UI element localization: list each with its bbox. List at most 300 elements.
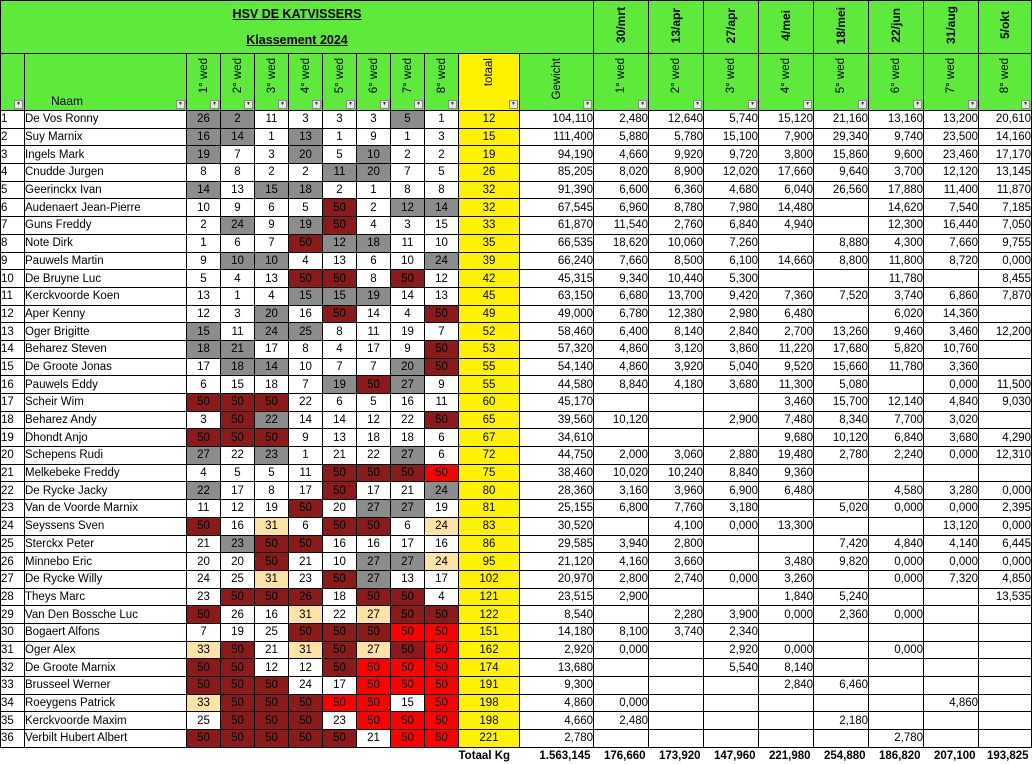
match-rank-cell[interactable]: 4: [255, 287, 289, 305]
match-rank-cell[interactable]: 15: [391, 694, 425, 712]
match-rank-cell[interactable]: 2: [289, 164, 323, 182]
weight-cell[interactable]: 45,315: [520, 270, 594, 288]
rank-cell[interactable]: 9: [1, 252, 25, 270]
match-rank-cell[interactable]: 12: [357, 411, 391, 429]
match-weight-cell[interactable]: 7,980: [704, 199, 759, 217]
total-cell[interactable]: 19: [459, 146, 520, 164]
match-rank-cell[interactable]: 8: [187, 164, 221, 182]
match-weight-cell[interactable]: 7,540: [924, 199, 979, 217]
match-rank-cell[interactable]: 17: [357, 340, 391, 358]
match-weight-cell[interactable]: 5,300: [704, 270, 759, 288]
table-row[interactable]: [1, 164, 1032, 182]
match-weight-cell[interactable]: 5,540: [704, 659, 759, 677]
match-weight-cell[interactable]: [704, 588, 759, 606]
rank-cell[interactable]: 25: [1, 535, 25, 553]
rank-cell[interactable]: 14: [1, 340, 25, 358]
match-weight-cell[interactable]: 3,660: [649, 553, 704, 571]
match-weight-cell[interactable]: 6,480: [759, 305, 814, 323]
match-weight-cell[interactable]: [814, 570, 869, 588]
match-rank-cell[interactable]: 9: [357, 128, 391, 146]
filter-dropdown-button[interactable]: ▼: [176, 100, 185, 109]
match-weight-cell[interactable]: 16,440: [924, 217, 979, 235]
rank-cell[interactable]: 20: [1, 447, 25, 465]
table-row[interactable]: [1, 376, 1032, 394]
match-weight-cell[interactable]: 17,660: [759, 164, 814, 182]
match-weight-cell[interactable]: [979, 623, 1032, 641]
name-cell[interactable]: Oger Alex: [25, 641, 187, 659]
match-weight-cell[interactable]: [814, 305, 869, 323]
match-rank-cell[interactable]: 50: [255, 588, 289, 606]
total-cell[interactable]: 86: [459, 535, 520, 553]
match-rank-cell[interactable]: 27: [391, 376, 425, 394]
name-cell[interactable]: Verbilt Hubert Albert: [25, 730, 187, 748]
match-rank-cell[interactable]: 11: [221, 323, 255, 341]
total-cell[interactable]: 221: [459, 730, 520, 748]
match-weight-cell[interactable]: [869, 464, 924, 482]
match-rank-cell[interactable]: 5: [221, 464, 255, 482]
match-weight-cell[interactable]: 2,900: [594, 588, 649, 606]
match-rank-cell[interactable]: 50: [323, 464, 357, 482]
match-rank-cell[interactable]: 50: [323, 694, 357, 712]
name-cell[interactable]: Minnebo Eric: [25, 553, 187, 571]
match-rank-cell[interactable]: 24: [255, 323, 289, 341]
total-cell[interactable]: 45: [459, 287, 520, 305]
match-weight-cell[interactable]: 11,300: [759, 376, 814, 394]
name-cell[interactable]: Dhondt Anjo: [25, 429, 187, 447]
match-weight-cell[interactable]: 6,960: [594, 199, 649, 217]
match-rank-cell[interactable]: 50: [187, 517, 221, 535]
total-cell[interactable]: 121: [459, 588, 520, 606]
total-cell[interactable]: 198: [459, 694, 520, 712]
match-rank-cell[interactable]: 16: [391, 394, 425, 412]
match-weight-cell[interactable]: 8,140: [759, 659, 814, 677]
filter-dropdown-button[interactable]: ▼: [14, 100, 23, 109]
match-weight-cell[interactable]: 4,140: [924, 535, 979, 553]
match-weight-cell[interactable]: 0,000: [869, 570, 924, 588]
match-rank-cell[interactable]: 22: [391, 411, 425, 429]
rank-cell[interactable]: 13: [1, 323, 25, 341]
match-rank-cell[interactable]: 50: [289, 535, 323, 553]
rank-cell[interactable]: 17: [1, 394, 25, 412]
match-rank-cell[interactable]: 6: [357, 252, 391, 270]
match-rank-cell[interactable]: 13: [425, 287, 459, 305]
match-rank-cell[interactable]: 4: [357, 217, 391, 235]
match-rank-cell[interactable]: 4: [425, 588, 459, 606]
name-cell[interactable]: Suy Marnix: [25, 128, 187, 146]
match-rank-cell[interactable]: 19: [221, 623, 255, 641]
match-rank-cell[interactable]: 15: [323, 287, 357, 305]
match-rank-cell[interactable]: 50: [255, 553, 289, 571]
match-rank-cell[interactable]: 1: [323, 128, 357, 146]
rank-cell[interactable]: 26: [1, 553, 25, 571]
match-weight-cell[interactable]: 2,840: [759, 677, 814, 695]
match-rank-cell[interactable]: 50: [221, 730, 255, 748]
filter-dropdown-button[interactable]: ▼: [858, 100, 867, 109]
match-rank-cell[interactable]: 50: [289, 730, 323, 748]
match-weight-cell[interactable]: 13,535: [979, 588, 1032, 606]
rank-cell[interactable]: 2: [1, 128, 25, 146]
match-weight-cell[interactable]: [594, 677, 649, 695]
match-weight-cell[interactable]: [649, 694, 704, 712]
match-rank-cell[interactable]: 8: [221, 164, 255, 182]
match-rank-cell[interactable]: 23: [289, 570, 323, 588]
match-weight-cell[interactable]: 6,680: [594, 287, 649, 305]
match-rank-cell[interactable]: 31: [289, 641, 323, 659]
match-weight-cell[interactable]: 14,660: [759, 252, 814, 270]
total-cell[interactable]: 75: [459, 464, 520, 482]
total-cell[interactable]: 191: [459, 677, 520, 695]
match-rank-cell[interactable]: 50: [255, 677, 289, 695]
match-weight-cell[interactable]: 7,185: [979, 199, 1032, 217]
match-rank-cell[interactable]: 50: [255, 429, 289, 447]
weight-cell[interactable]: 21,120: [520, 553, 594, 571]
match-weight-cell[interactable]: [704, 553, 759, 571]
match-weight-cell[interactable]: [704, 712, 759, 730]
match-rank-cell[interactable]: 50: [323, 270, 357, 288]
match-rank-cell[interactable]: 13: [289, 128, 323, 146]
table-row[interactable]: [1, 305, 1032, 323]
match-weight-cell[interactable]: [649, 641, 704, 659]
match-weight-cell[interactable]: 6,800: [594, 500, 649, 518]
match-rank-cell[interactable]: 18: [391, 429, 425, 447]
match-weight-cell[interactable]: [759, 730, 814, 748]
name-cell[interactable]: Beharez Steven: [25, 340, 187, 358]
match-weight-cell[interactable]: 6,460: [814, 677, 869, 695]
match-weight-cell[interactable]: 12,300: [869, 217, 924, 235]
table-row[interactable]: [1, 500, 1032, 518]
name-cell[interactable]: Theys Marc: [25, 588, 187, 606]
match-rank-cell[interactable]: 27: [391, 553, 425, 571]
match-weight-cell[interactable]: [649, 588, 704, 606]
match-rank-cell[interactable]: 15: [255, 181, 289, 199]
match-weight-cell[interactable]: [979, 730, 1032, 748]
name-cell[interactable]: Melkebeke Freddy: [25, 464, 187, 482]
match-rank-cell[interactable]: 12: [323, 234, 357, 252]
match-weight-cell[interactable]: 7,870: [979, 287, 1032, 305]
match-weight-cell[interactable]: 5,240: [814, 588, 869, 606]
match-weight-cell[interactable]: 14,360: [924, 305, 979, 323]
match-weight-cell[interactable]: [814, 217, 869, 235]
table-row[interactable]: [1, 128, 1032, 146]
match-weight-cell[interactable]: 3,800: [759, 146, 814, 164]
name-cell[interactable]: Pauwels Martin: [25, 252, 187, 270]
weight-cell[interactable]: 4,860: [520, 694, 594, 712]
match-rank-cell[interactable]: 20: [221, 553, 255, 571]
match-weight-cell[interactable]: 21,160: [814, 111, 869, 129]
match-rank-cell[interactable]: 6: [391, 517, 425, 535]
total-cell[interactable]: 122: [459, 606, 520, 624]
match-weight-cell[interactable]: 2,180: [814, 712, 869, 730]
total-cell[interactable]: 52: [459, 323, 520, 341]
name-cell[interactable]: Van Den Bossche Luc: [25, 606, 187, 624]
total-cell[interactable]: 33: [459, 217, 520, 235]
match-weight-cell[interactable]: 0,000: [924, 553, 979, 571]
match-rank-cell[interactable]: 50: [323, 517, 357, 535]
weight-cell[interactable]: 58,460: [520, 323, 594, 341]
match-rank-cell[interactable]: 12: [391, 199, 425, 217]
match-weight-cell[interactable]: [814, 199, 869, 217]
match-weight-cell[interactable]: 2,700: [759, 323, 814, 341]
weight-cell[interactable]: 63,150: [520, 287, 594, 305]
match-rank-cell[interactable]: 10: [425, 234, 459, 252]
match-weight-cell[interactable]: 3,680: [704, 376, 759, 394]
filter-dropdown-button[interactable]: ▼: [448, 100, 457, 109]
table-row[interactable]: [1, 677, 1032, 695]
match-rank-cell[interactable]: 50: [425, 358, 459, 376]
filter-dropdown-button[interactable]: ▼: [1021, 100, 1030, 109]
match-rank-cell[interactable]: 2: [425, 146, 459, 164]
match-weight-cell[interactable]: 2,360: [814, 606, 869, 624]
total-cell[interactable]: 32: [459, 199, 520, 217]
match-weight-cell[interactable]: 2,780: [869, 730, 924, 748]
match-rank-cell[interactable]: 12: [425, 270, 459, 288]
match-weight-cell[interactable]: 3,920: [649, 358, 704, 376]
match-rank-cell[interactable]: 50: [187, 659, 221, 677]
match-rank-cell[interactable]: 18: [187, 340, 221, 358]
match-rank-cell[interactable]: 4: [391, 305, 425, 323]
match-weight-cell[interactable]: 10,060: [649, 234, 704, 252]
name-cell[interactable]: Van de Voorde Marnix: [25, 500, 187, 518]
match-weight-cell[interactable]: 12,020: [704, 164, 759, 182]
match-rank-cell[interactable]: 24: [187, 570, 221, 588]
match-rank-cell[interactable]: 50: [391, 712, 425, 730]
match-weight-cell[interactable]: 10,020: [594, 464, 649, 482]
match-rank-cell[interactable]: 19: [425, 500, 459, 518]
weight-cell[interactable]: 30,520: [520, 517, 594, 535]
match-weight-cell[interactable]: 0,000: [924, 447, 979, 465]
match-weight-cell[interactable]: 8,720: [924, 252, 979, 270]
match-weight-cell[interactable]: [594, 606, 649, 624]
match-weight-cell[interactable]: 2,280: [649, 606, 704, 624]
match-weight-cell[interactable]: 9,360: [759, 464, 814, 482]
match-weight-cell[interactable]: 17,170: [979, 146, 1032, 164]
match-weight-cell[interactable]: [759, 712, 814, 730]
filter-dropdown-button[interactable]: ▼: [346, 100, 355, 109]
match-weight-cell[interactable]: [924, 712, 979, 730]
match-weight-cell[interactable]: 6,860: [924, 287, 979, 305]
filter-dropdown-button[interactable]: ▼: [968, 100, 977, 109]
weight-cell[interactable]: 14,180: [520, 623, 594, 641]
match-rank-cell[interactable]: 50: [357, 694, 391, 712]
match-weight-cell[interactable]: 7,480: [759, 411, 814, 429]
match-weight-cell[interactable]: 2,480: [594, 111, 649, 129]
match-rank-cell[interactable]: 20: [357, 164, 391, 182]
match-rank-cell[interactable]: 23: [323, 712, 357, 730]
weight-cell[interactable]: 66,535: [520, 234, 594, 252]
match-rank-cell[interactable]: 10: [323, 553, 357, 571]
match-weight-cell[interactable]: 3,860: [704, 340, 759, 358]
match-rank-cell[interactable]: 50: [323, 641, 357, 659]
match-rank-cell[interactable]: 50: [255, 394, 289, 412]
name-cell[interactable]: Oger Brigitte: [25, 323, 187, 341]
total-cell[interactable]: 67: [459, 429, 520, 447]
match-weight-cell[interactable]: 8,900: [649, 164, 704, 182]
match-weight-cell[interactable]: 7,050: [979, 217, 1032, 235]
name-cell[interactable]: Aper Kenny: [25, 305, 187, 323]
table-row[interactable]: [1, 411, 1032, 429]
match-weight-cell[interactable]: 15,860: [814, 146, 869, 164]
match-weight-cell[interactable]: [924, 641, 979, 659]
match-rank-cell[interactable]: 10: [391, 252, 425, 270]
match-weight-cell[interactable]: [704, 677, 759, 695]
name-cell[interactable]: Guns Freddy: [25, 217, 187, 235]
match-weight-cell[interactable]: 8,780: [649, 199, 704, 217]
table-row[interactable]: [1, 482, 1032, 500]
match-weight-cell[interactable]: 3,460: [924, 323, 979, 341]
filter-dropdown-button[interactable]: ▼: [913, 100, 922, 109]
match-weight-cell[interactable]: 9,820: [814, 553, 869, 571]
match-weight-cell[interactable]: 4,680: [704, 181, 759, 199]
name-cell[interactable]: Audenaert Jean-Pierre: [25, 199, 187, 217]
match-weight-cell[interactable]: 13,145: [979, 164, 1032, 182]
match-weight-cell[interactable]: 7,520: [814, 287, 869, 305]
match-weight-cell[interactable]: 0,000: [869, 641, 924, 659]
total-cell[interactable]: 198: [459, 712, 520, 730]
match-rank-cell[interactable]: 18: [289, 181, 323, 199]
match-weight-cell[interactable]: 8,455: [979, 270, 1032, 288]
rank-cell[interactable]: 3: [1, 146, 25, 164]
match-rank-cell[interactable]: 1: [255, 128, 289, 146]
table-row[interactable]: [1, 730, 1032, 748]
match-weight-cell[interactable]: 3,260: [759, 570, 814, 588]
match-weight-cell[interactable]: 0,000: [869, 553, 924, 571]
match-rank-cell[interactable]: 17: [323, 677, 357, 695]
table-row[interactable]: [1, 111, 1032, 129]
match-rank-cell[interactable]: 11: [391, 234, 425, 252]
match-rank-cell[interactable]: 50: [357, 517, 391, 535]
match-weight-cell[interactable]: 4,660: [594, 146, 649, 164]
match-rank-cell[interactable]: 26: [221, 606, 255, 624]
match-rank-cell[interactable]: 6: [187, 376, 221, 394]
match-rank-cell[interactable]: 22: [323, 606, 357, 624]
match-rank-cell[interactable]: 50: [221, 429, 255, 447]
match-weight-cell[interactable]: [869, 517, 924, 535]
match-weight-cell[interactable]: 12,200: [979, 323, 1032, 341]
match-rank-cell[interactable]: 21: [357, 730, 391, 748]
match-rank-cell[interactable]: 24: [425, 482, 459, 500]
match-rank-cell[interactable]: 4: [323, 340, 357, 358]
rank-cell[interactable]: 33: [1, 677, 25, 695]
match-rank-cell[interactable]: 14: [357, 305, 391, 323]
match-weight-cell[interactable]: 1,840: [759, 588, 814, 606]
name-cell[interactable]: Kerckvoorde Maxim: [25, 712, 187, 730]
match-weight-cell[interactable]: [759, 535, 814, 553]
match-rank-cell[interactable]: 50: [289, 694, 323, 712]
match-rank-cell[interactable]: 13: [255, 270, 289, 288]
match-rank-cell[interactable]: 50: [357, 464, 391, 482]
match-rank-cell[interactable]: 16: [323, 535, 357, 553]
match-weight-cell[interactable]: [594, 659, 649, 677]
match-rank-cell[interactable]: 6: [221, 234, 255, 252]
match-rank-cell[interactable]: 21: [255, 641, 289, 659]
match-rank-cell[interactable]: 50: [357, 677, 391, 695]
match-weight-cell[interactable]: 4,850: [979, 570, 1032, 588]
match-weight-cell[interactable]: [869, 376, 924, 394]
match-rank-cell[interactable]: 5: [323, 146, 357, 164]
filter-dropdown-button[interactable]: ▼: [414, 100, 423, 109]
match-weight-cell[interactable]: [979, 358, 1032, 376]
match-weight-cell[interactable]: 18,620: [594, 234, 649, 252]
match-rank-cell[interactable]: 50: [255, 694, 289, 712]
match-weight-cell[interactable]: 11,220: [759, 340, 814, 358]
match-weight-cell[interactable]: 10,240: [649, 464, 704, 482]
match-weight-cell[interactable]: 8,840: [704, 464, 759, 482]
match-weight-cell[interactable]: [649, 411, 704, 429]
match-weight-cell[interactable]: 2,800: [649, 535, 704, 553]
table-row[interactable]: [1, 712, 1032, 730]
match-weight-cell[interactable]: 6,445: [979, 535, 1032, 553]
table-row[interactable]: [1, 340, 1032, 358]
match-rank-cell[interactable]: 50: [187, 606, 221, 624]
match-weight-cell[interactable]: 2,480: [594, 712, 649, 730]
table-row[interactable]: [1, 181, 1032, 199]
match-rank-cell[interactable]: 25: [289, 323, 323, 341]
match-weight-cell[interactable]: 7,760: [649, 500, 704, 518]
match-weight-cell[interactable]: [814, 517, 869, 535]
match-weight-cell[interactable]: 17,880: [869, 181, 924, 199]
filter-dropdown-button[interactable]: ▼: [803, 100, 812, 109]
match-weight-cell[interactable]: 3,160: [594, 482, 649, 500]
filter-dropdown-button[interactable]: ▼: [244, 100, 253, 109]
match-weight-cell[interactable]: [979, 340, 1032, 358]
weight-cell[interactable]: 45,170: [520, 394, 594, 412]
match-weight-cell[interactable]: 11,780: [869, 358, 924, 376]
table-row[interactable]: [1, 517, 1032, 535]
match-weight-cell[interactable]: 7,420: [814, 535, 869, 553]
name-cell[interactable]: Scheir Wim: [25, 394, 187, 412]
name-cell[interactable]: De Rycke Willy: [25, 570, 187, 588]
match-weight-cell[interactable]: 5,080: [814, 376, 869, 394]
rank-cell[interactable]: 4: [1, 164, 25, 182]
match-rank-cell[interactable]: 50: [323, 482, 357, 500]
match-rank-cell[interactable]: 31: [255, 570, 289, 588]
match-rank-cell[interactable]: 16: [221, 517, 255, 535]
match-weight-cell[interactable]: 6,100: [704, 252, 759, 270]
total-cell[interactable]: 35: [459, 234, 520, 252]
match-weight-cell[interactable]: 3,900: [704, 606, 759, 624]
match-rank-cell[interactable]: 1: [289, 447, 323, 465]
weight-cell[interactable]: 85,205: [520, 164, 594, 182]
match-rank-cell[interactable]: 7: [357, 358, 391, 376]
match-rank-cell[interactable]: 1: [425, 111, 459, 129]
name-cell[interactable]: Roeygens Patrick: [25, 694, 187, 712]
match-rank-cell[interactable]: 23: [221, 535, 255, 553]
match-weight-cell[interactable]: 6,400: [594, 323, 649, 341]
match-weight-cell[interactable]: 0,000: [869, 500, 924, 518]
match-weight-cell[interactable]: 7,360: [759, 287, 814, 305]
match-weight-cell[interactable]: [814, 641, 869, 659]
match-rank-cell[interactable]: 13: [187, 287, 221, 305]
match-rank-cell[interactable]: 8: [425, 181, 459, 199]
match-weight-cell[interactable]: [759, 623, 814, 641]
weight-cell[interactable]: 38,460: [520, 464, 594, 482]
name-cell[interactable]: Kerckvoorde Koen: [25, 287, 187, 305]
match-rank-cell[interactable]: 23: [255, 447, 289, 465]
match-rank-cell[interactable]: 23: [187, 588, 221, 606]
match-rank-cell[interactable]: 6: [425, 429, 459, 447]
match-weight-cell[interactable]: 3,940: [594, 535, 649, 553]
match-weight-cell[interactable]: [924, 270, 979, 288]
match-rank-cell[interactable]: 6: [425, 447, 459, 465]
match-weight-cell[interactable]: [649, 394, 704, 412]
match-rank-cell[interactable]: 6: [255, 199, 289, 217]
match-rank-cell[interactable]: 50: [289, 623, 323, 641]
match-rank-cell[interactable]: 9: [187, 252, 221, 270]
table-row[interactable]: [1, 464, 1032, 482]
match-rank-cell[interactable]: 22: [255, 411, 289, 429]
filter-dropdown-button[interactable]: ▼: [278, 100, 287, 109]
rank-cell[interactable]: 31: [1, 641, 25, 659]
